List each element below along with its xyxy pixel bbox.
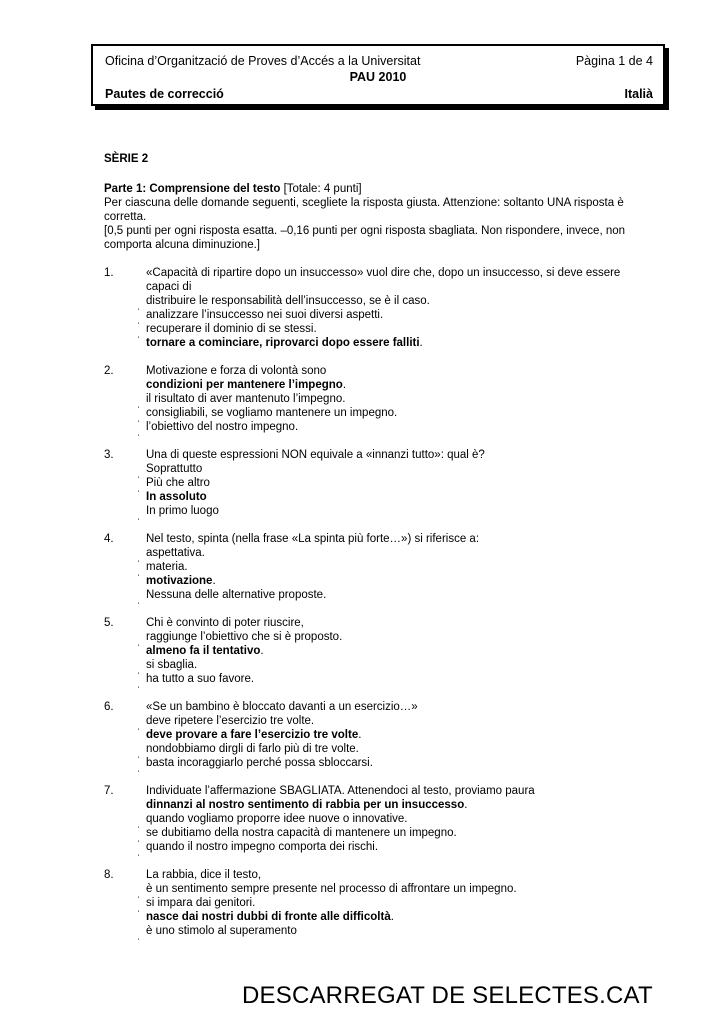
answer-option bbox=[137, 882, 656, 899]
option-text: è un sentimento sempre presente nel processo di affrontare un impegno. bbox=[146, 883, 517, 895]
option-text: raggiunge l’obiettivo che si è proposto. bbox=[146, 631, 343, 643]
option-text: quando vogliamo proporre idee nuove o innovative. bbox=[146, 813, 408, 825]
header-page: Pàgina 1 de 4 bbox=[575, 54, 653, 68]
option-marker-icon: ˌ bbox=[137, 398, 141, 409]
correct-answer bbox=[146, 574, 656, 588]
answer-option bbox=[137, 588, 656, 605]
answer-option bbox=[137, 476, 656, 493]
question-1 bbox=[104, 266, 656, 350]
question-number: 2. bbox=[104, 365, 114, 377]
option-text: analizzare l’insuccesso nei suoi diversi aspetti. bbox=[146, 309, 384, 321]
question-stem: «Capacità di ripartire dopo un insuccesso» vuol dire che, dopo un insuccesso, si deve essere capaci di bbox=[146, 267, 621, 293]
answer-option bbox=[137, 812, 656, 829]
answer-option bbox=[137, 924, 656, 941]
option-punctuation: . bbox=[212, 575, 216, 587]
correct-answer bbox=[146, 910, 656, 924]
option-punctuation: . bbox=[464, 799, 468, 811]
option-text: è uno stimolo al superamento bbox=[146, 925, 297, 937]
correct-answer bbox=[146, 798, 656, 812]
option-marker-icon: ˌ bbox=[137, 426, 141, 437]
option-text: aspettativa. bbox=[146, 547, 205, 559]
option-marker-icon: ˌ bbox=[137, 566, 141, 577]
question-stem: Motivazione e forza di volontà sono bbox=[146, 365, 327, 377]
question-stem: Una di queste espressioni NON equivale a «innanzi tutto»: qual è? bbox=[146, 449, 485, 461]
option-marker-icon: ˌ bbox=[137, 314, 141, 325]
question-list bbox=[104, 252, 656, 941]
correct-answer bbox=[146, 378, 656, 392]
option-text: se dubitiamo della nostra capacità di mantenere un impegno. bbox=[146, 827, 457, 839]
option-text: si impara dai genitori. bbox=[146, 897, 256, 909]
answer-option bbox=[137, 462, 656, 479]
question-spacer bbox=[104, 350, 656, 364]
option-marker-icon: ˌ bbox=[137, 832, 141, 843]
answer-option bbox=[137, 504, 656, 521]
option-text: nasce dai nostri dubbi di fronte alle difficoltà bbox=[146, 911, 391, 923]
question-spacer bbox=[104, 854, 656, 868]
header-subject: Italià bbox=[624, 87, 653, 101]
part-heading bbox=[104, 182, 656, 196]
question-number: 1. bbox=[104, 267, 114, 279]
option-punctuation: . bbox=[260, 645, 264, 657]
answer-option bbox=[137, 658, 656, 675]
option-marker-icon: ˌ bbox=[137, 636, 141, 647]
correct-answer bbox=[146, 728, 656, 742]
option-punctuation: . bbox=[390, 911, 394, 923]
question-stem: Chi è convinto di poter riuscire, bbox=[146, 617, 304, 629]
answer-option bbox=[137, 826, 656, 843]
option-marker-icon: ˌ bbox=[137, 482, 141, 493]
option-punctuation: . bbox=[419, 337, 423, 349]
answer-option bbox=[137, 560, 656, 577]
header-exam: PAU 2010 bbox=[349, 70, 407, 84]
header-box bbox=[91, 44, 665, 106]
question-number: 7. bbox=[104, 785, 114, 797]
option-text: l’obiettivo del nostro impegno. bbox=[146, 421, 299, 433]
option-text: Più che altro bbox=[146, 477, 210, 489]
question-7 bbox=[104, 784, 656, 857]
option-punctuation: . bbox=[358, 729, 362, 741]
option-text: almeno fa il tentativo bbox=[146, 645, 261, 657]
option-marker-icon: ˌ bbox=[137, 888, 141, 899]
correct-answer bbox=[146, 336, 656, 350]
answer-option bbox=[137, 896, 656, 913]
option-marker-icon: ˌ bbox=[137, 720, 141, 731]
question-2 bbox=[104, 364, 656, 437]
option-marker-icon: ˌ bbox=[137, 902, 141, 913]
option-text: quando il nostro impegno comporta dei rischi. bbox=[146, 841, 379, 853]
question-stem: Individuate l’affermazione SBAGLIATA. Attenendoci al testo, proviamo paura bbox=[146, 785, 535, 797]
option-text: recuperare il dominio di se stessi. bbox=[146, 323, 317, 335]
option-marker-icon: ˌ bbox=[137, 846, 141, 857]
option-text: condizioni per mantenere l’impegno bbox=[146, 379, 343, 391]
option-text: Nessuna delle alternative proposte. bbox=[146, 589, 327, 601]
question-4 bbox=[104, 532, 656, 605]
option-text: consigliabili, se vogliamo mantenere un impegno. bbox=[146, 407, 398, 419]
question-stem: La rabbia, dice il testo, bbox=[146, 869, 262, 881]
question-spacer bbox=[104, 518, 656, 532]
part-instructions: Per ciascuna delle domande seguenti, scegliete la risposta giusta. Attenzione: soltanto UNA risposta è corretta. bbox=[104, 197, 624, 223]
answer-option bbox=[137, 546, 656, 563]
option-marker-icon: ˌ bbox=[137, 300, 141, 311]
question-number: 3. bbox=[104, 449, 114, 461]
option-marker-icon: ˌ bbox=[137, 818, 141, 829]
serie-heading: SÈRIE 2 bbox=[104, 153, 149, 165]
option-marker-icon: ˌ bbox=[137, 468, 141, 479]
option-text: In assoluto bbox=[146, 491, 207, 503]
question-spacer bbox=[104, 434, 656, 448]
correct-answer bbox=[146, 490, 656, 504]
part-scoring: [0,5 punti per ogni risposta esatta. –0,16 punti per ogni risposta sbagliata. Non rispondere, invece, non comporta alcuna diminuzione.] bbox=[104, 225, 626, 251]
answer-option bbox=[137, 756, 656, 773]
question-spacer bbox=[104, 770, 656, 784]
answer-option bbox=[137, 294, 656, 311]
option-text: basta incoraggiarlo perché possa sbloccarsi. bbox=[146, 757, 373, 769]
question-number: 8. bbox=[104, 869, 114, 881]
header-org: Oficina d’Organització de Proves d’Accés a la Universitat bbox=[105, 54, 421, 68]
correct-answer bbox=[146, 644, 656, 658]
answer-option bbox=[137, 406, 656, 423]
option-text: si sbaglia. bbox=[146, 659, 198, 671]
option-marker-icon: ˌ bbox=[137, 552, 141, 563]
question-spacer bbox=[104, 602, 656, 616]
answer-option bbox=[137, 672, 656, 689]
answer-option bbox=[137, 392, 656, 409]
option-text: deve ripetere l’esercizio tre volte. bbox=[146, 715, 315, 727]
answer-option bbox=[137, 308, 656, 325]
question-spacer bbox=[104, 252, 656, 266]
option-marker-icon: ˌ bbox=[137, 412, 141, 423]
question-stem: «Se un bambino è bloccato davanti a un esercizio…» bbox=[146, 701, 418, 713]
question-6 bbox=[104, 700, 656, 773]
option-text: tornare a cominciare, riprovarci dopo essere falliti bbox=[146, 337, 420, 349]
option-marker-icon: ˌ bbox=[137, 594, 141, 605]
question-spacer bbox=[104, 686, 656, 700]
option-marker-icon: ˌ bbox=[137, 748, 141, 759]
question-stem: Nel testo, spinta (nella frase «La spinta più forte…») si riferisce a: bbox=[146, 533, 480, 545]
answer-option bbox=[137, 420, 656, 437]
option-text: nondobbiamo dirgli di farlo più di tre volte. bbox=[146, 743, 359, 755]
question-8 bbox=[104, 868, 656, 941]
answer-option bbox=[137, 840, 656, 857]
question-number: 6. bbox=[104, 701, 114, 713]
part-total: [Totale: 4 punti] bbox=[280, 183, 362, 195]
answer-option bbox=[137, 714, 656, 731]
option-text: motivazione bbox=[146, 575, 213, 587]
part-title: Parte 1: Comprensione del testo bbox=[104, 183, 281, 195]
footer-watermark: DESCARREGAT DE SELECTES.CAT bbox=[242, 982, 653, 1009]
answer-option bbox=[137, 322, 656, 339]
option-marker-icon: ˌ bbox=[137, 664, 141, 675]
option-text: In primo luogo bbox=[146, 505, 219, 517]
option-punctuation: . bbox=[342, 379, 347, 391]
option-text: Soprattutto bbox=[146, 463, 203, 475]
option-marker-icon: ˌ bbox=[137, 510, 141, 521]
answer-option bbox=[137, 630, 656, 647]
question-3 bbox=[104, 448, 656, 521]
option-marker-icon: ˌ bbox=[137, 678, 141, 689]
option-text: ha tutto a suo favore. bbox=[146, 673, 255, 685]
option-text: deve provare a fare l’esercizio tre volte bbox=[146, 729, 359, 741]
option-text: distribuire le responsabilità dell’insuccesso, se è il caso. bbox=[146, 295, 430, 307]
option-text: il risultato di aver mantenuto l’impegno. bbox=[146, 393, 346, 405]
header-title: Pautes de correcció bbox=[105, 87, 224, 101]
question-number: 5. bbox=[104, 617, 114, 629]
option-marker-icon: ˌ bbox=[137, 762, 141, 773]
question-number: 4. bbox=[104, 533, 114, 545]
document-body bbox=[104, 152, 656, 941]
option-text: dinnanzi al nostro sentimento di rabbia per un insuccesso bbox=[146, 799, 465, 811]
question-5 bbox=[104, 616, 656, 689]
option-marker-icon: ˌ bbox=[137, 930, 141, 941]
option-marker-icon: ˌ bbox=[137, 328, 141, 339]
answer-option bbox=[137, 742, 656, 759]
option-text: materia. bbox=[146, 561, 188, 573]
